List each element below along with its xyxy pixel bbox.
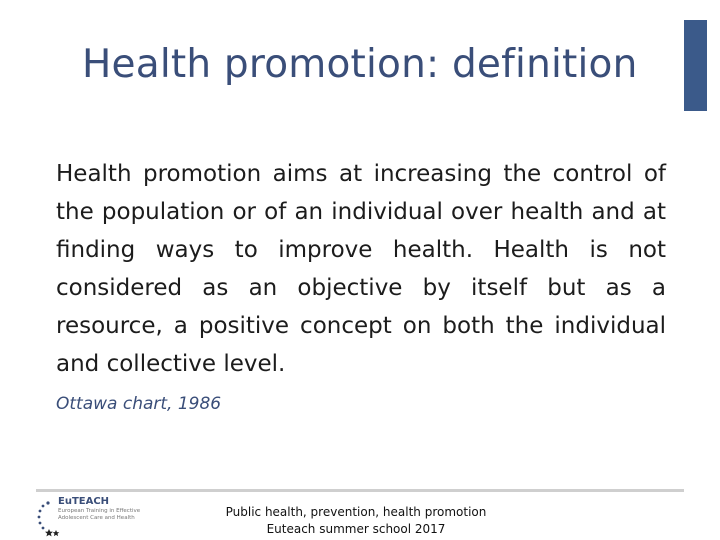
accent-bar	[684, 20, 707, 111]
logo-tagline: European Training in Effective Adolescent Care and Health	[58, 508, 141, 521]
footer-divider	[36, 489, 684, 492]
slide-title: Health promotion: definition	[82, 42, 638, 87]
star-ring-icon	[36, 501, 60, 537]
footer-line-2: Euteach summer school 2017	[266, 522, 446, 536]
footer-text	[200, 504, 512, 538]
definition-text: Health promotion aims at increasing the control of the population or of an individual over health and at finding ways to improve health. Health is not considered as an objective by itself but as a resource, a positive concept on both the individual and collective level.	[56, 161, 666, 377]
citation: Ottawa chart, 1986	[56, 394, 222, 414]
euteach-logo	[36, 495, 156, 540]
logo-name: EuTEACH	[58, 496, 110, 507]
footer-line-1: Public health, prevention, health promotion	[225, 505, 487, 519]
